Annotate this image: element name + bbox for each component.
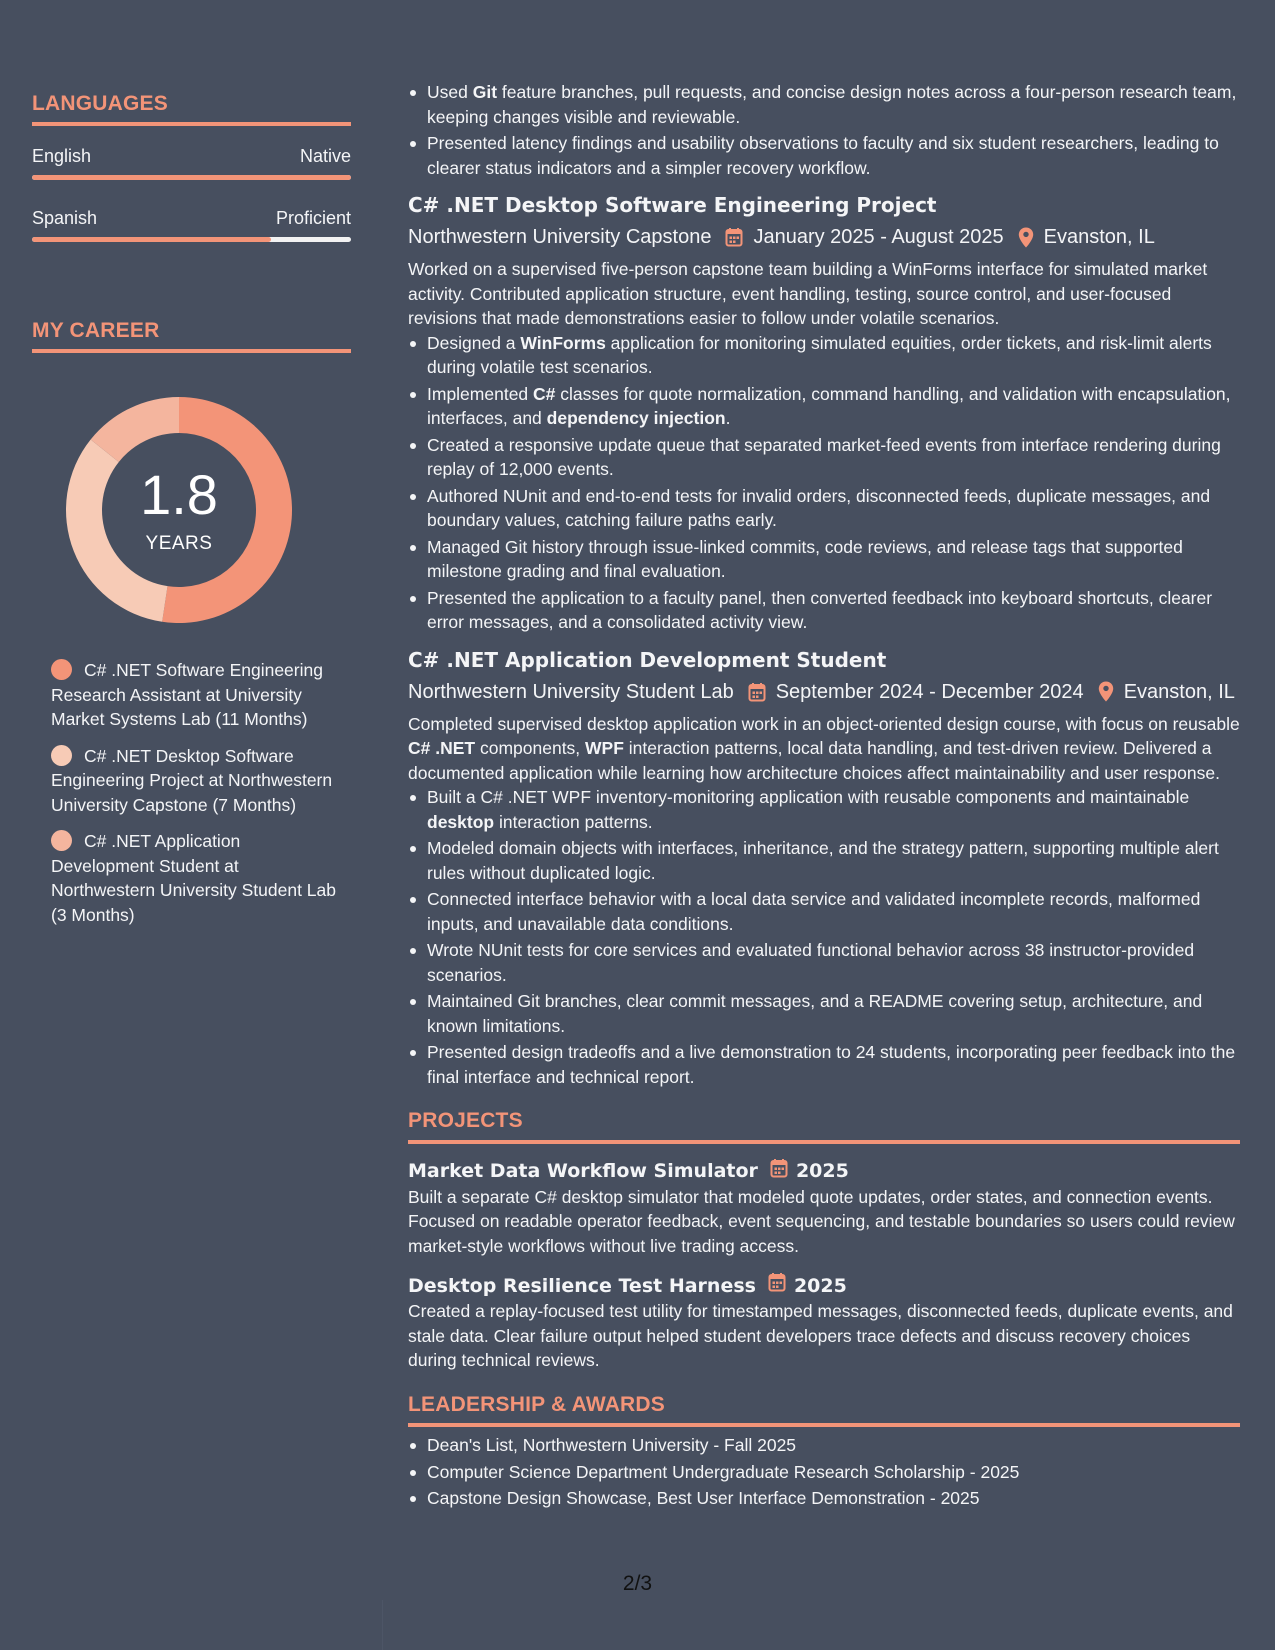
text-run: feature branches, pull requests, and concise design notes across a four-person research team, keeping changes visible and reviewable. <box>427 82 1237 127</box>
bold-keyword: WinForms <box>520 332 606 353</box>
language-level-fill <box>32 175 351 180</box>
text-run: interaction patterns. <box>494 811 653 832</box>
bold-keyword: desktop <box>427 811 495 832</box>
bullet-item <box>408 1040 1240 1089</box>
award-item: Computer Science Department Undergraduate Research Scholarship - 2025 <box>408 1460 1240 1485</box>
language-item <box>32 146 351 180</box>
bullet-item <box>408 382 1240 431</box>
bold-keyword: WPF <box>585 738 624 758</box>
right-column <box>408 80 1240 1513</box>
text-run: Worked on a supervised five-person capstone team building a WinForms interface for simulated market activity. Contributed application structure, event handling, testing, source control, and user-focused revisions that made demonstrations easier to follow under volatile scenarios. <box>408 259 1208 328</box>
bold-keyword: Git <box>472 82 498 102</box>
job-dates: September 2024 - December 2024 <box>775 680 1084 703</box>
text-run: Maintained Git branches, clear commit messages, and a README covering setup, architecture, and known limitations. <box>427 991 1203 1036</box>
job-dates: January 2025 - August 2025 <box>753 226 1004 248</box>
projects-list <box>408 1158 1240 1373</box>
job-location: Evanston, IL <box>1123 680 1235 703</box>
text-run: application for monitoring simulated equities, order tickets, and risk-limit alerts during volatile test scenarios. <box>427 332 1212 377</box>
text-run: components, <box>475 738 586 758</box>
project-description: Created a replay-focused test utility for timestamped messages, disconnected feeds, duplicate events, and stale data. Clear failure output helped student developers trace defects and discuss recovery choices during technical reviews. <box>408 1301 1233 1370</box>
bullet-item <box>408 989 1240 1038</box>
legend-color-dot <box>51 830 72 851</box>
text-run: Designed a <box>427 332 521 353</box>
language-level: Proficient <box>275 208 351 228</box>
award-item: Capstone Design Showcase, Best User Interface Demonstration - 2025 <box>408 1486 1240 1511</box>
career-legend-label: C# .NET Desktop Software Engineering Project at Northwestern University Capstone (7 Months) <box>51 745 333 815</box>
bold-keyword: C# .NET <box>408 738 476 758</box>
experience-entry <box>408 192 1240 635</box>
project-entry <box>408 1272 1240 1373</box>
bold-keyword: dependency injection <box>546 408 726 428</box>
language-level-bar <box>32 237 351 242</box>
text-run: classes for quote normalization, command handling, and validation with encapsulation, interfaces, and <box>427 383 1231 428</box>
project-description: Built a separate C# desktop simulator that modeled quote updates, order states, and connection events. Focused on readable operator feedback, event sequencing, and testable boundaries so users could review market-style workflows without live trading access. <box>408 1186 1235 1256</box>
bullet-item <box>408 433 1240 482</box>
experience-entry <box>408 647 1240 1090</box>
job-bullet-list <box>408 331 1240 635</box>
career-heading: MY CAREER <box>32 319 351 353</box>
experience-list <box>408 192 1240 1089</box>
bold-keyword: C# <box>533 383 556 404</box>
project-title: Market Data Workflow Simulator <box>408 1160 758 1182</box>
project-year: 2025 <box>795 1160 849 1182</box>
text-run: interaction patterns, local data handling, and test-driven review. Delivered a documented application while learning how architecture choices affect maintainability and user response. <box>408 738 1220 783</box>
career-legend-item <box>51 658 341 732</box>
divider <box>382 1600 383 1650</box>
project-entry <box>408 1158 1240 1259</box>
text-run: Implemented <box>427 383 534 404</box>
awards-list <box>408 1433 1240 1511</box>
legend-color-dot <box>51 659 72 680</box>
continued-bullet-list <box>408 80 1240 180</box>
text-run: Built a C# .NET WPF inventory-monitoring application with reusable components and maintainable <box>427 787 1190 807</box>
text-run: Created a responsive update queue that separated market-feed events from interface rendering during replay of 12,000 events. <box>427 434 1221 479</box>
location-pin-icon <box>1018 227 1034 248</box>
awards-heading: LEADERSHIP & AWARDS <box>408 1393 1240 1428</box>
job-title: C# .NET Desktop Software Engineering Project <box>408 193 937 217</box>
career-total-years: 1.8 <box>140 463 218 526</box>
language-level-bar <box>32 175 351 180</box>
career-legend-item <box>51 829 341 927</box>
location-pin-icon <box>1098 681 1114 702</box>
language-name: English <box>32 146 92 166</box>
job-organization: Northwestern University Student Lab <box>408 680 734 703</box>
text-run: Wrote NUnit tests for core services and evaluated functional behavior across 38 instructor-provided scenarios. <box>427 940 1195 985</box>
career-section <box>32 319 351 927</box>
text-run: . <box>725 408 731 428</box>
bullet-item <box>408 331 1240 380</box>
calendar-icon <box>725 227 743 247</box>
calendar-icon <box>748 682 766 702</box>
bullet-item <box>408 887 1240 936</box>
career-donut-chart <box>66 397 292 623</box>
text-run: Presented latency findings and usability observations to faculty and six student researchers, leading to clearer status indicators and a simpler recovery workflow. <box>427 133 1219 178</box>
job-description <box>408 257 1240 331</box>
bullet-item <box>408 586 1240 635</box>
job-title: C# .NET Application Development Student <box>408 647 887 672</box>
project-title: Desktop Resilience Test Harness <box>408 1274 756 1297</box>
bullet-item <box>408 836 1240 885</box>
bullet-item <box>408 938 1240 987</box>
career-legend-label: C# .NET Application Development Student at Northwestern University Student Lab (3 Months) <box>51 831 336 925</box>
text-run: Managed Git history through issue-linked commits, code reviews, and release tags that supported milestone grading and final evaluation. <box>427 536 1183 581</box>
text-run: Presented design tradeoffs and a live demonstration to 24 students, incorporating peer feedback into the final interface and technical report. <box>427 1042 1236 1087</box>
text-run: Completed supervised desktop application work in an object-oriented design course, with focus on reusable <box>408 713 1240 734</box>
career-legend-label: C# .NET Software Engineering Research Assistant at University Market Systems Lab (11 Months) <box>51 660 323 729</box>
bullet-item <box>408 535 1240 584</box>
career-legend-item <box>51 744 341 818</box>
left-column <box>32 92 351 939</box>
language-level-fill <box>32 237 271 242</box>
project-year: 2025 <box>793 1274 847 1297</box>
page-number: 2/3 <box>622 1572 653 1595</box>
job-meta <box>408 679 1240 705</box>
languages-heading: LANGUAGES <box>32 92 351 126</box>
language-level: Native <box>299 146 351 166</box>
bullet-item <box>408 785 1240 834</box>
bullet-item <box>408 131 1240 180</box>
job-meta <box>408 224 1240 250</box>
job-location: Evanston, IL <box>1043 226 1155 248</box>
text-run: Connected interface behavior with a local data service and validated incomplete records, malformed inputs, and unavailable data conditions. <box>427 889 1201 934</box>
projects-heading: PROJECTS <box>408 1109 1240 1144</box>
job-bullet-list <box>408 785 1240 1089</box>
text-run: Presented the application to a faculty panel, then converted feedback into keyboard shortcuts, clearer error messages, and a consolidated activity view. <box>427 587 1213 632</box>
text-run: Authored NUnit and end-to-end tests for invalid orders, disconnected feeds, duplicate messages, and boundary values, catching failure paths early. <box>427 485 1211 530</box>
job-description <box>408 712 1240 786</box>
bullet-item <box>408 484 1240 533</box>
career-total-unit: YEARS <box>145 533 213 554</box>
project-title-row <box>408 1158 1240 1185</box>
language-name: Spanish <box>32 208 98 228</box>
calendar-icon <box>768 1272 786 1299</box>
career-legend <box>51 658 341 927</box>
language-item <box>32 208 351 242</box>
bullet-item <box>408 80 1240 129</box>
award-item: Dean's List, Northwestern University - Fall 2025 <box>408 1433 1240 1458</box>
job-organization: Northwestern University Capstone <box>408 226 712 248</box>
project-title-row <box>408 1272 1240 1299</box>
legend-color-dot <box>51 745 72 766</box>
calendar-icon <box>770 1158 788 1185</box>
text-run: Modeled domain objects with interfaces, inheritance, and the strategy pattern, supporting multiple alert rules without duplicated logic. <box>427 838 1219 883</box>
text-run: Used <box>427 82 473 102</box>
